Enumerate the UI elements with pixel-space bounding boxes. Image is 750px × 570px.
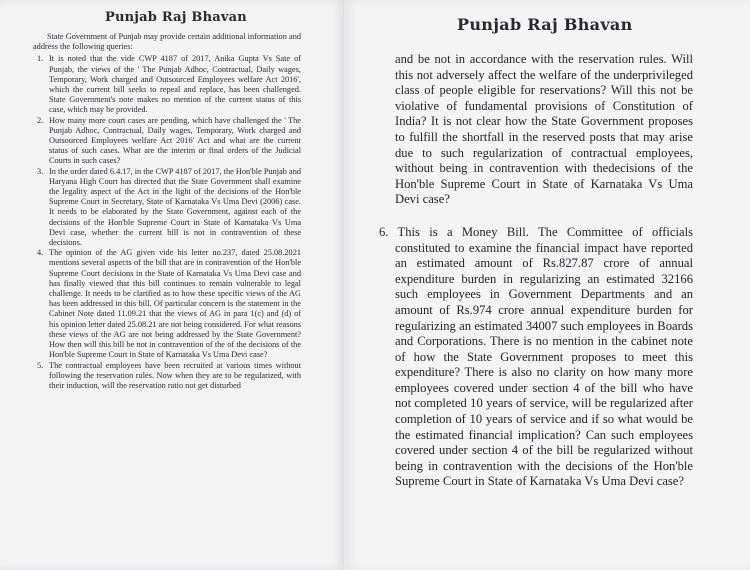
- left-page: [0, 0, 345, 570]
- query-text: How many more court cases are pending, which have challenged the ' The Punjab Adhoc, Contractual, Daily wages, Temporary, Work charged and Outsourced Employees welfare Act 2016' Act and what are the current status of such cases. What are the interim or final orders of the Judicial Courts in such cases?: [49, 115, 301, 166]
- continuation-paragraph: and be not in accordance with the reservation rules. Will this not adversely affect the welfare of the underprivileged class of people eligible for reservations? Will this not be violative of fundamental provisions of Constitution of India? It is not clear how the State Government proposes to fulfill the shortfall in the reserved posts that may arise due to such regularization of contractual employees, without being in contravention with thedecisions of the Hon'ble Supreme Court in State of Karnataka Vs Uma Devi case?: [395, 52, 693, 207]
- query-number: 4.: [37, 248, 44, 258]
- query-text: The contractual employees have been recruited at various times without following the reservation rules. Now when they are to be regularized, with their induction, will the reservation ratio not get disturbed: [49, 360, 301, 390]
- right-page: [345, 0, 750, 570]
- left-page-header: Punjab Raj Bhavan: [105, 10, 247, 25]
- query-item-4: [33, 248, 301, 360]
- right-page-body: [379, 52, 693, 490]
- query-text: The opinion of the AG given vide his letter no.237, dated 25.08.2021 mentions several aspects of the bill that are in contravention of the Hon'ble Supreme Court decisions in the State of Karnataka Vs Uma Devi case and has finally viewed that this bill continues to remain vulnerable to legal challenge. It needs to be clarified as to how these specific views of the AG has been addressed in this bill. Of particular concern is the statement in the Cabinet Note dated 11.09.21 that the views of AG in para 1(c) and (d) of his opinion letter dated 25.08.21 are not being considered. For what reasons these views of the AG are not being addressed by the State Government? How then will this bill be not in contravention of the of the decisions of the Hon'ble Supreme Court in State of Karnataka Vs Uma Devi case?: [49, 248, 301, 360]
- query-item-3: [33, 167, 301, 249]
- query-item-5: [33, 361, 301, 392]
- query-number: 2.: [37, 115, 44, 125]
- query-number: 5.: [37, 360, 44, 370]
- query-item-1: [33, 54, 301, 115]
- left-intro-text: State Government of Punjab may provide certain additional information and address the following queries:: [33, 32, 301, 52]
- query-list: [33, 54, 301, 391]
- query-text: In the order dated 6.4.17, in the CWP 4187 of 2017, the Hon'ble Punjab and Haryana High Court has directed that the State Government shall examine the legality aspect of the Act in the light of the decisions of the Hon'ble Supreme Court in Secretary, State of Karnataka Vs Uma Devi (2006) case. It needs to be elaborated by the State Government, against each of the decisions of the Hon'ble Supreme Court in State of Karnataka Vs Uma Devi case, whether the current bill is not in contravention of these decisions.: [49, 166, 301, 248]
- query-text: It is noted that the vide CWP 4187 of 2017, Anika Gupta Vs Sate of Punjab, the views of the ' The Punjab Adhoc, Contractual, Daily wages, Temporary, Work charged and Outsourced Employees welfare Act 2016', which the current bill seeks to repeal and replace, has been challenged. State Government's note makes no mention of the current status of this case, which may be provided.: [49, 54, 301, 115]
- right-page-header: Punjab Raj Bhavan: [457, 15, 633, 34]
- query-item-2: [33, 116, 301, 167]
- query-number: 1.: [37, 54, 44, 64]
- left-page-body: [33, 32, 301, 391]
- query-item-6: 6. This is a Money Bill. The Committee of officials constituted to examine the financial impact have reported an estimated amount of Rs.827.87 crore of annual expenditure burden in regularizing an estimated 32166 such employees in Government Departments and an amount of Rs.974 crore annual expenditure burden for regularizing an estimated 34007 such employees in Boards and Corporations. There is no mention in the cabinet note of how the State Government proposes to meet this expenditure? There is also no clarity on how many more employees covered under section 4 of the bill who have not completed 10 years of service, will be regularized after completion of 10 years of service and if so what would be the estimated financial implication? Can such employees covered under section 4 of the bill be regularized without being in contravention with the decisions of the Hon'ble Supreme Court in State of Karnataka Vs Uma Devi case?: [379, 224, 693, 489]
- query-number: 3.: [37, 166, 44, 176]
